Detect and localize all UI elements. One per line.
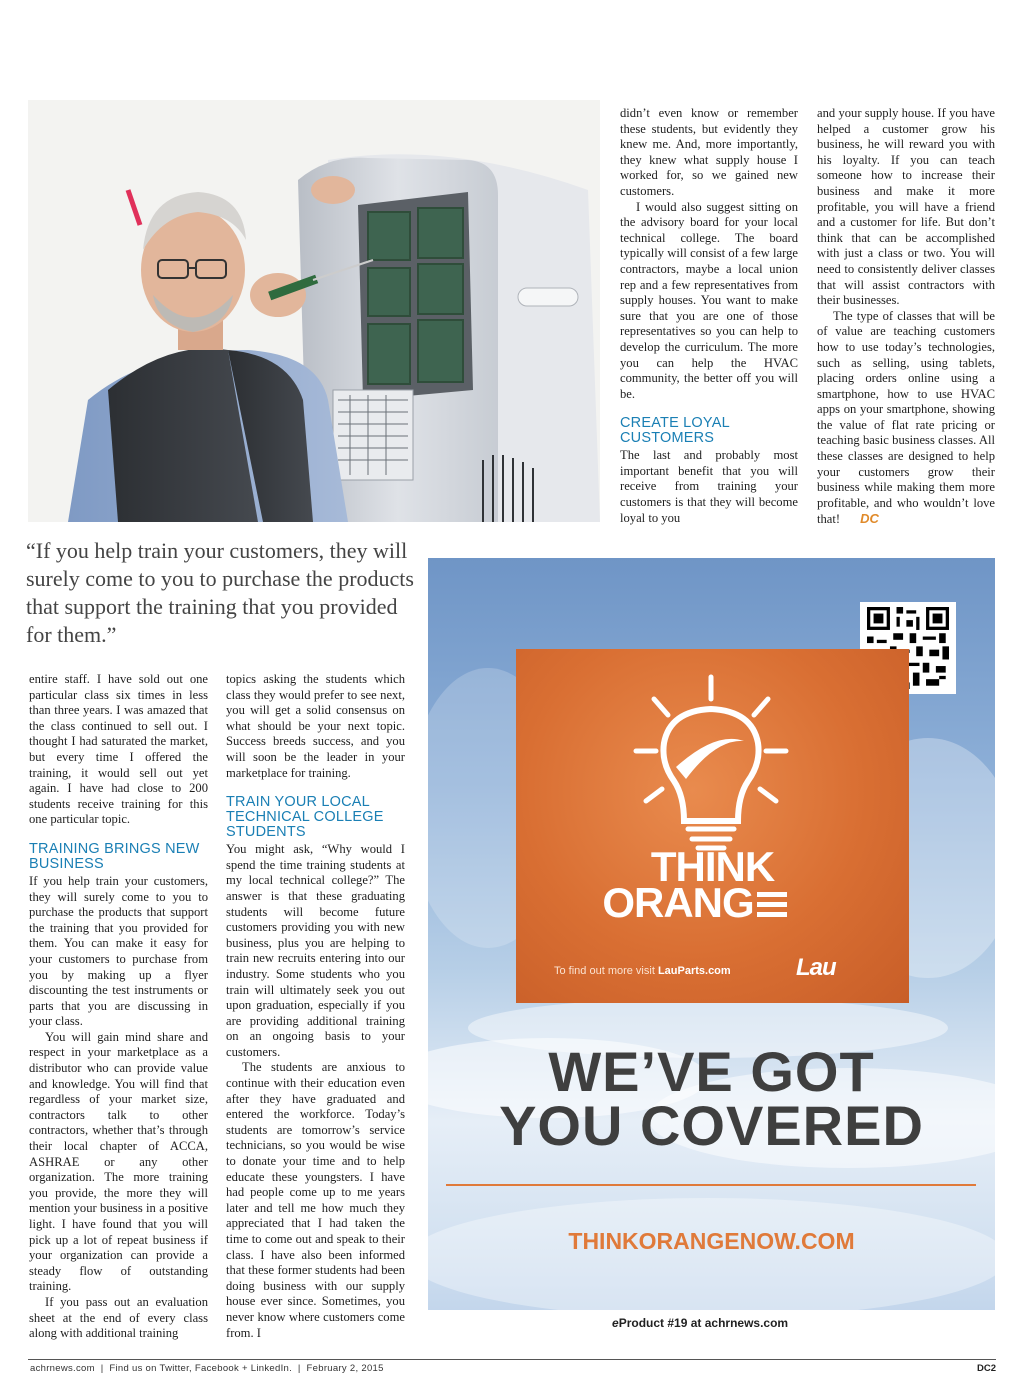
- article-column-4: [817, 106, 995, 528]
- find-out-more-text: [554, 965, 731, 977]
- paragraph: didn’t even know or remember these students, but evidently they knew me. And, more importantly, they knew what supply house I worked for, so we gained new customers.: [620, 106, 798, 198]
- lau-logo: Lau: [796, 954, 836, 981]
- paragraph: I would also suggest sitting on the advisory board for your local technical college. The board typically will consist of a few large contractors, maybe a local union rep and a few representatives from supply houses. You want to make sure that you are one of those representatives so you can help to develop the curriculum. The more you can help the HVAC community, the better off you will be.: [620, 199, 798, 401]
- stripes-e-icon: [757, 886, 787, 926]
- paragraph: [817, 309, 995, 528]
- think-text: THINK: [650, 843, 775, 890]
- find-out-more-label: To find out more visit: [554, 965, 658, 977]
- paragraph: The last and probably most important benefit that you will receive from training your customers is that they will become loyal to you: [620, 448, 798, 525]
- article-column-3: [620, 106, 798, 526]
- article-column-1: [29, 672, 208, 1342]
- page-number: DC2: [976, 1363, 996, 1374]
- paragraph: You might ask, “Why would I spend the time training students at my local technical college?” The answer is that these graduating students will become future customers providing you with new business, plus you are helping to train new recruits entering into our industry. Some students who you train will ultimately seek you out upon graduation, especially if you are providing additional training on an ongoing basis to your customers.: [226, 842, 405, 1059]
- think-orange-panel: [516, 649, 909, 1003]
- article-column-2: [226, 672, 405, 1341]
- eproduct-prefix: e: [612, 1316, 619, 1330]
- lightbulb-icon: [616, 671, 806, 851]
- paragraph: topics asking the students which class they would prefer to see next, you will get a solid consensus on what should be your next topic. Success breeds success, and you will soon be the leader in your marketplace for training.: [226, 672, 405, 780]
- footer-divider: [28, 1359, 996, 1360]
- think-orange-now-url[interactable]: THINKORANGENOW.COM: [568, 1228, 855, 1254]
- footer-text: achrnews.com | Find us on Twitter, Facebook + LinkedIn. | February 2, 2015: [30, 1363, 384, 1374]
- paragraph: and your supply house. If you have helped a customer grow his business, he will reward you with his loyalty. If you can teach someone how to increase their business and make it more profitable, you will have a friend and a customer for life. But don’t think that can be accomplished with just a class or two. You will need to consistently deliver classes that will assist contractors with their businesses.: [817, 106, 995, 308]
- article-photo: [28, 100, 600, 522]
- paragraph-text: The type of classes that will be of value are teaching customers how to use today’s technologies, such as selling, using tablets, placing orders online using a smartphone, how to use HVAC apps on your smartphone, showing the value of flat rate pricing or teaching basic business classes. All these classes are designed to help your customers grow their business while making them more profitable, and who wouldn’t love that!: [817, 308, 995, 527]
- section-heading-training-brings-new-business: TRAINING BRINGS NEW BUSINESS: [29, 840, 200, 872]
- section-heading-create-loyal-customers: CREATE LOYAL CUSTOMERS: [620, 415, 730, 447]
- pull-quote: “If you help train your customers, they will surely come to you to purchase the products that support the training that you provided for them.”: [26, 538, 414, 647]
- covered-headline-line2: YOU COVERED: [499, 1094, 924, 1157]
- orange-divider: [446, 1184, 976, 1186]
- orange-text: [498, 879, 891, 926]
- covered-headline-line1: WE’VE GOT: [548, 1040, 875, 1103]
- lauparts-link[interactable]: LauParts.com: [657, 965, 731, 977]
- paragraph: You will gain mind share and respect in your marketplace as a distributor who can provide value and knowledge. You will find that regardless of your market size, contractors talk to other contractors, whether that’s through their local chapter of ACCA, ASHRAE or any other organization. The more training you provide, the more they will mention your business in a positive light. I have found that you will pick up a lot of repeat business if your organization can provide a steady flow of outstanding training.: [29, 1029, 208, 1294]
- eproduct-caption: [612, 1316, 788, 1330]
- section-heading-train-your-local-technical-college-students: TRAIN YOUR LOCAL TECHNICAL COLLEGE STUDENTS: [226, 794, 384, 841]
- paragraph: entire staff. I have sold out one particular class six times in less than three years. I was amazed that the class continued to sell out. I thought I had saturated the market, but every time I offered the training, it would sell out yet again. I have had close to 200 students receive training for this one particular topic.: [29, 672, 208, 827]
- eproduct-text: Product #19 at achrnews.com: [618, 1316, 789, 1330]
- lau-advertisement[interactable]: [428, 558, 995, 1310]
- orange-word: ORANG: [602, 879, 754, 926]
- paragraph: If you pass out an evaluation sheet at the end of every class along with additional training: [29, 1294, 208, 1341]
- technician-photo-illustration: [28, 100, 600, 522]
- paragraph: The students are anxious to continue with their education even after they have graduated and entered the workforce. Today’s students are tomorrow’s service technicians, so you would be wise to donate your time and to help educate these youngsters. I have had people come up to me years later and tell me how much they appreciated that I had taken the time to come out and speak to their class. I have also been informed that these former students had been doing business with our supply house ever since. Sometimes, you never know where customers come from. I: [226, 1060, 405, 1340]
- paragraph: If you help train your customers, they will surely come to you to purchase the products that support the training that you provided for them. You can make it easy for your customers to purchase from you by making up a flyer discounting the test instruments or parts that you are discussing in your class.: [29, 873, 208, 1029]
- dc-end-mark-icon: DC: [860, 511, 879, 527]
